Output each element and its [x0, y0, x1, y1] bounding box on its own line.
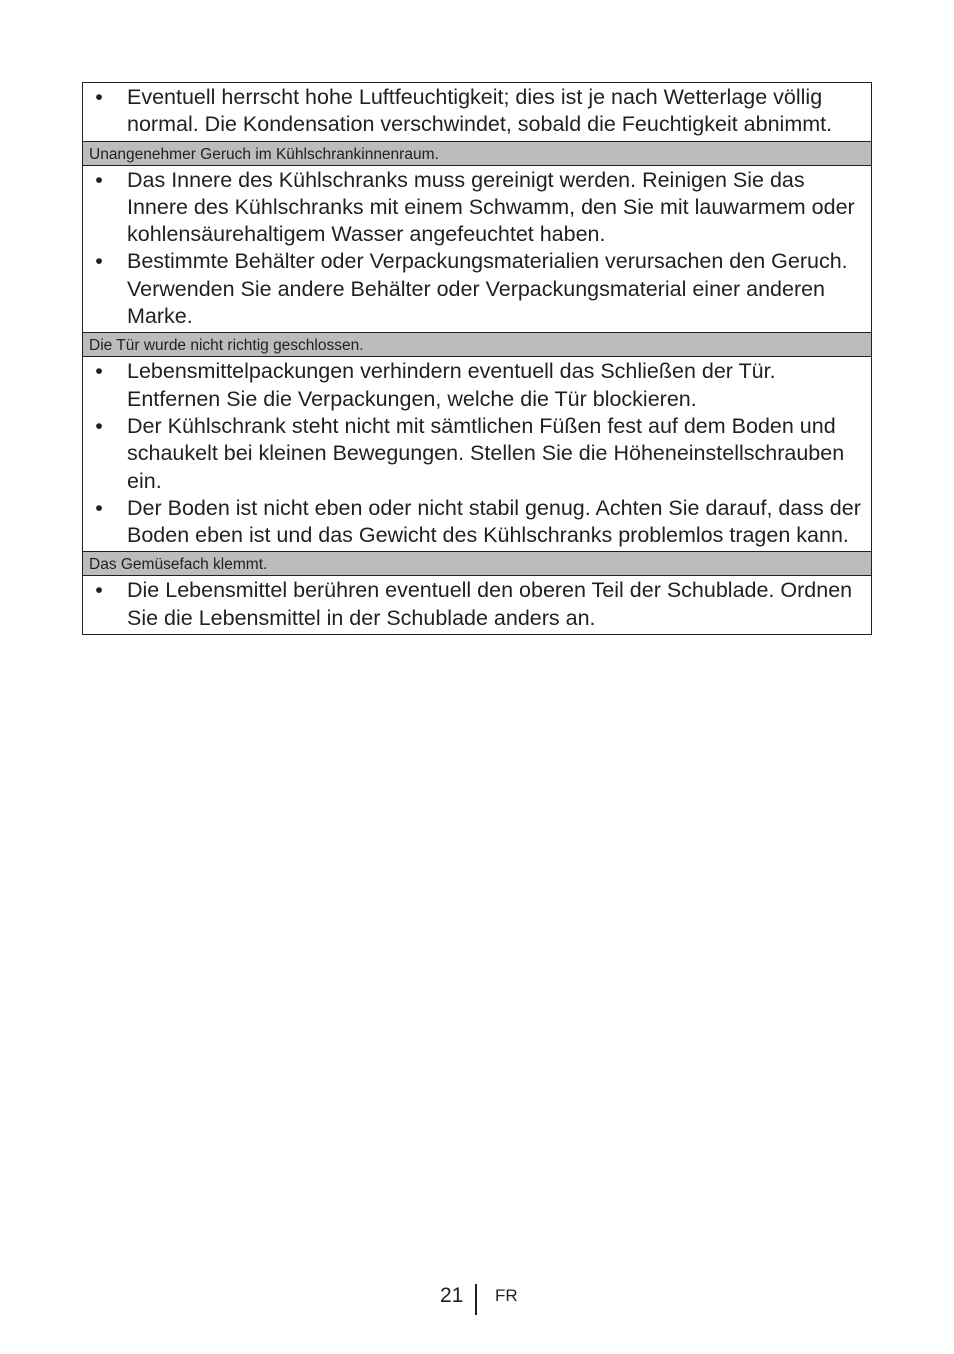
item-text: Eventuell herrscht hohe Luftfeuchtigkeit; dies ist je nach Wetterlage völlig normal. Die Kondensation verschwindet, sobald die Feuchtigkeit abnimmt. — [127, 85, 833, 137]
bullet-icon: • — [95, 578, 103, 603]
list-item — [83, 358, 865, 413]
section-body — [83, 576, 871, 634]
section-header: Das Gemüsefach klemmt. — [83, 551, 871, 576]
language-code: FR — [495, 1286, 518, 1305]
bullet-list — [83, 167, 865, 331]
bullet-icon: • — [95, 249, 103, 274]
section-header: Die Tür wurde nicht richtig geschlossen. — [83, 332, 871, 357]
item-text: Bestimmte Behälter oder Verpackungsmaterialien verursachen den Geruch. Verwenden Sie andere Behälter oder Verpackungsmaterial einer anderen Marke. — [127, 249, 848, 329]
bullet-icon: • — [95, 167, 103, 192]
section-body — [83, 83, 871, 141]
bullet-list — [83, 84, 865, 139]
list-item — [83, 413, 865, 495]
bullet-list — [83, 358, 865, 549]
bullet-list — [83, 577, 865, 632]
list-item — [83, 167, 865, 249]
item-text: Der Kühlschrank steht nicht mit sämtlichen Füßen fest auf dem Boden und schaukelt bei kleinen Bewegungen. Stellen Sie die Höheneinstellschrauben ein. — [127, 413, 845, 493]
bullet-icon: • — [95, 359, 103, 384]
item-text: Der Boden ist nicht eben oder nicht stabil genug. Achten Sie darauf, dass der Boden eben ist und das Gewicht des Kühlschranks problemlos tragen kann. — [127, 495, 861, 548]
item-text: Die Lebensmittel berühren eventuell den oberen Teil der Schublade. Ordnen Sie die Lebensmittel in der Schublade anders an. — [127, 578, 853, 630]
footer-divider — [475, 1284, 477, 1315]
item-text: Das Innere des Kühlschranks muss gereinigt werden. Reinigen Sie das Innere des Kühlschranks mit einem Schwamm, den Sie mit lauwarmem oder kohlensäurehaltigem Wasser angefeuchtet haben. — [127, 167, 855, 247]
list-item — [83, 495, 865, 550]
list-item — [83, 577, 865, 632]
troubleshooting-table — [82, 82, 872, 635]
list-item — [83, 84, 865, 139]
item-text: Lebensmittelpackungen verhindern eventuell das Schließen der Tür. Entfernen Sie die Verpackungen, welche die Tür blockieren. — [127, 359, 776, 411]
list-item — [83, 248, 865, 330]
page-number: 21 — [440, 1284, 464, 1307]
bullet-icon: • — [95, 413, 103, 438]
section-body — [83, 166, 871, 333]
bullet-icon: • — [95, 85, 103, 109]
section-body — [83, 357, 871, 551]
section-header: Unangenehmer Geruch im Kühlschrankinnenraum. — [83, 141, 871, 166]
bullet-icon: • — [95, 495, 103, 520]
